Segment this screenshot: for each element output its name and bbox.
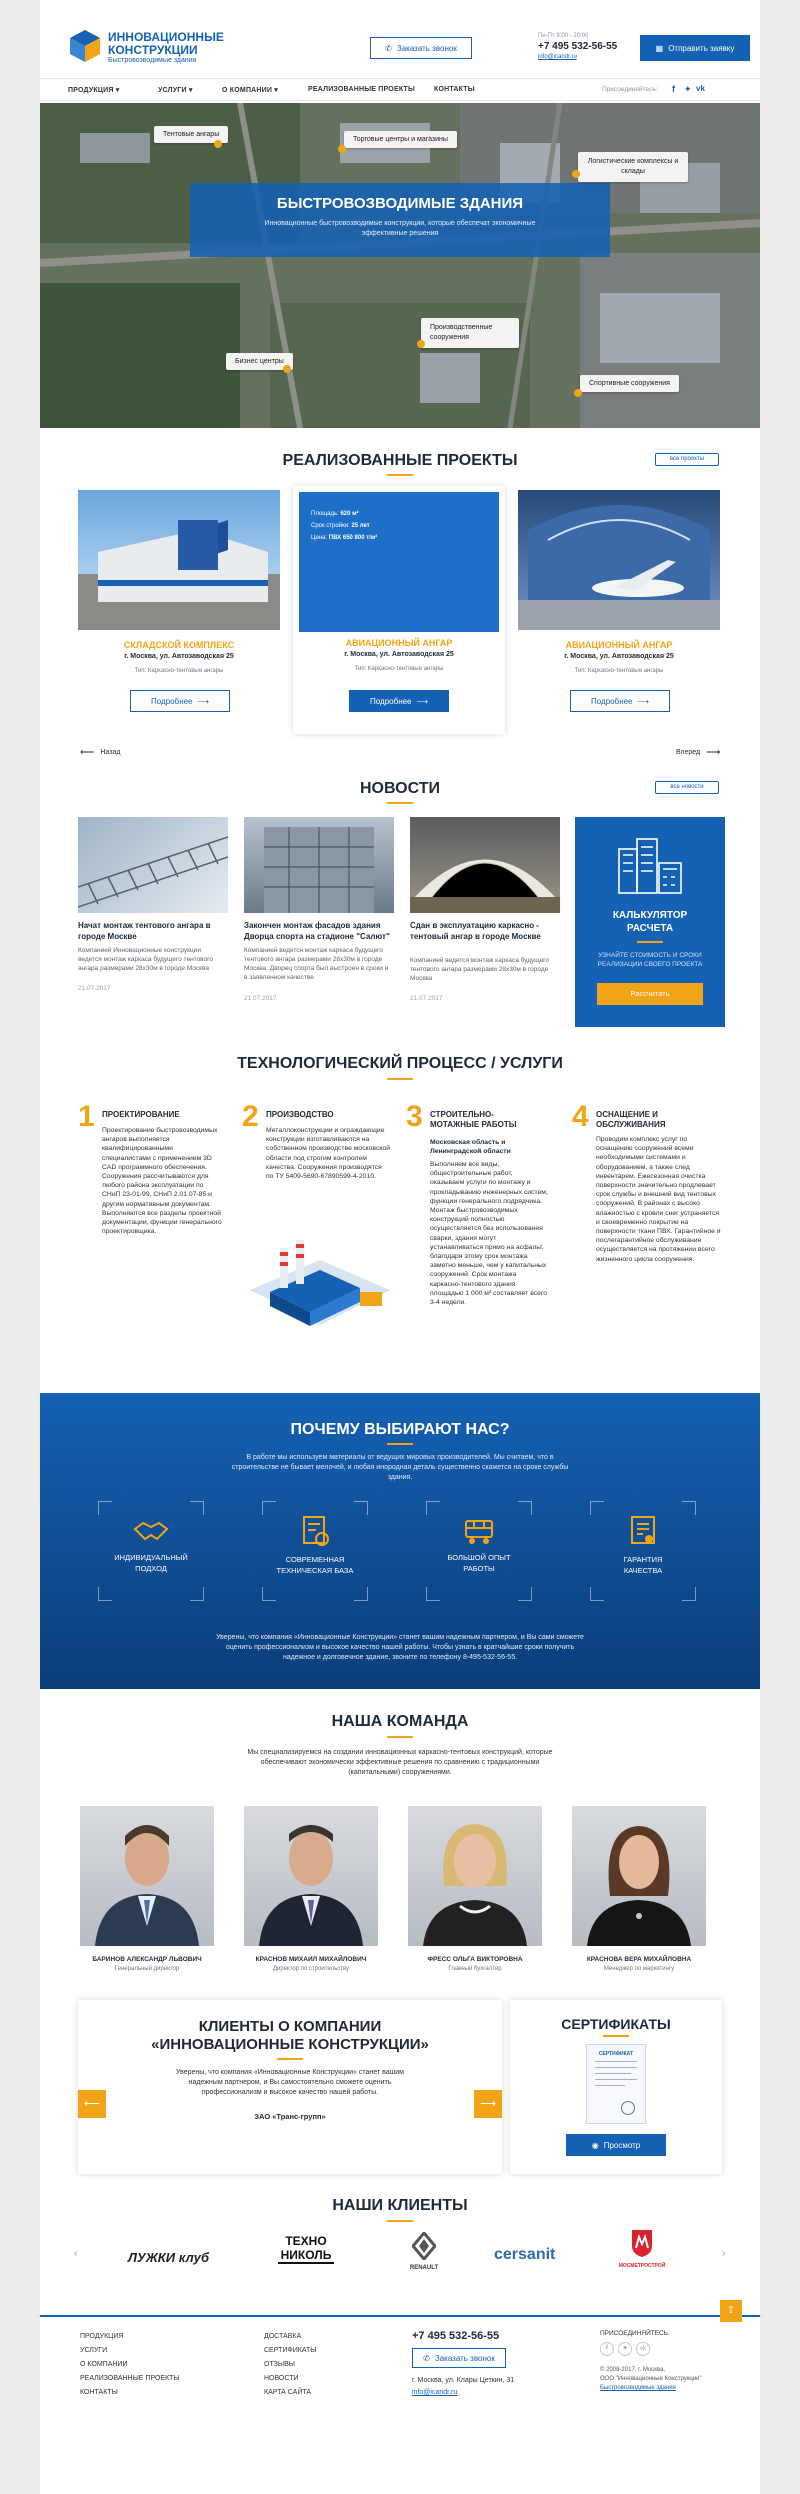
member-name: КРАСНОВА ВЕРА МИХАЙЛОВНА <box>586 1956 692 1963</box>
step-number: 1 <box>78 1100 95 1133</box>
step-text: Проектирование быстровозводимых ангаров выполняется квалифицированными специалистами с применением 3D CAD программного обеспечения. Сооружения рассчитываются для любого района эксплуатации по СНиП 23-01-99, СНиП 2.01.07-85 и другим нормативным документам. Выполняются все разделы проектной документации, функции генерального проектировщика. <box>102 1127 222 1236</box>
clients-underline <box>387 2220 413 2222</box>
footer-social <box>600 2342 650 2356</box>
tag-marker <box>338 145 346 153</box>
tag-marker <box>283 365 291 373</box>
tag-torgovye-centry[interactable]: Торговые центры и магазины <box>344 131 457 148</box>
calculator-text: УЗНАЙТЕ СТОИМОСТЬ И СРОКИ РЕАЛИЗАЦИИ СВОЕГО ПРОЕКТА <box>597 952 703 968</box>
process-underline <box>387 1078 413 1080</box>
why-intro: В работе мы используем материалы от ведущих мировых производителей. Мы считаем, что в строительстве не бывает мелочей, и любая инородная деталь существенно скажется на сроке службы здания. <box>231 1454 569 1481</box>
handshake-icon <box>133 1517 169 1545</box>
copyright: © 2008-2017, г. Москва, ООО "Инновационные Конструкции" Быстровозводимые здания <box>600 2367 702 2391</box>
project-address: г. Москва, ул. Автозаводская 25 <box>564 653 674 660</box>
social-label: Присоединяйтесь: <box>602 86 658 93</box>
footer-call-button[interactable]: ✆ Заказать звонок <box>412 2348 506 2368</box>
step-title: ПРОЕКТИРОВАНИЕ <box>102 1110 180 1119</box>
project-photo-hangar <box>299 492 499 632</box>
news-photo-truss[interactable] <box>78 817 228 913</box>
scroll-top-button[interactable] <box>720 2300 742 2322</box>
phone-icon: ✆ <box>385 43 392 53</box>
calculator-icon <box>615 835 685 895</box>
member-name: КРАСНОВ МИХАИЛ МИХАЙЛОВИЧ <box>255 1956 367 1963</box>
nav-projects[interactable]: РЕАЛИЗОВАННЫЕ ПРОЕКТЫ <box>308 86 415 93</box>
member-role: Менеджер по маркетингу <box>603 1966 675 1972</box>
project-card[interactable] <box>518 490 720 730</box>
why-section <box>40 1393 760 1689</box>
footer-link[interactable]: КОНТАКТЫ <box>80 2389 118 2396</box>
arrow-right-icon: ⟶ <box>197 696 209 706</box>
news-item-date: 21.07.2017 <box>78 985 111 992</box>
step-subtitle: Московская область и Ленинградской области <box>430 1139 511 1155</box>
tag-proizvodstvennye[interactable]: Производственные сооружения <box>421 318 519 348</box>
news-photo-tent[interactable] <box>410 817 560 913</box>
tag-marker <box>574 389 582 397</box>
tech-base-icon <box>300 1515 330 1547</box>
project-card[interactable] <box>78 490 280 730</box>
footer-menu-1 <box>80 2330 180 2400</box>
why-title: ПОЧЕМУ ВЫБИРАЮТ НАС? <box>290 1421 510 1438</box>
arrow-right-icon: ⟶ <box>416 696 428 706</box>
send-request-button[interactable]: ▦ Отправить заявку <box>640 35 750 61</box>
step-number: 2 <box>242 1100 259 1133</box>
projects-title: РЕАЛИЗОВАННЫЕ ПРОЕКТЫ <box>282 452 518 469</box>
factory-illustration <box>240 1230 400 1340</box>
arrow-right-icon: ⟶ <box>480 2098 496 2110</box>
team-title: НАША КОМАНДА <box>331 1713 469 1730</box>
why-underline <box>387 1443 413 1445</box>
certificate-icon <box>628 1515 658 1547</box>
reviews-next-button[interactable] <box>474 2090 502 2118</box>
call-button[interactable]: ✆ Заказать звонок <box>370 37 472 59</box>
step-title: СТРОИТЕЛЬНО-МОТАЖНЫЕ РАБОТЫ <box>430 1110 517 1129</box>
why-outro: Уверены, что компания «Инновационные Конструкции» станет вашим надежным партнером, и Вы сами сможете оценить профессионализм и высокое качество нашей работы. Чтобы узнать в кратчайшие сроки получить надежное и долговечное здание, звоните по телефону 8-495-532-56-55. <box>216 1634 584 1661</box>
project-card-active[interactable] <box>293 486 505 734</box>
reviews-prev-button[interactable] <box>78 2090 106 2118</box>
logo[interactable] <box>68 28 258 72</box>
stamp-icon <box>621 2101 635 2115</box>
project-address: г. Москва, ул. Автозаводская 25 <box>124 653 234 660</box>
tag-tentovye-angary[interactable]: Тентовые ангары <box>154 126 228 143</box>
header-phone[interactable]: +7 495 532-56-55 <box>538 41 618 52</box>
project-photo-warehouse <box>78 490 280 630</box>
clients-prev-icon[interactable]: ‹ <box>74 2248 78 2259</box>
project-address: г. Москва, ул. Автозаводская 25 <box>344 651 454 658</box>
footer-link[interactable]: ОТЗЫВЫ <box>264 2361 295 2368</box>
facebook-icon[interactable]: f <box>600 2342 614 2356</box>
nav-uslugi[interactable]: УСЛУГИ ▾ <box>158 87 193 94</box>
step-title: ПРОИЗВОДСТВО <box>266 1110 334 1119</box>
phone-icon: ✆ <box>423 2353 430 2363</box>
footer-top-line <box>40 2315 760 2317</box>
certificate-document[interactable] <box>586 2044 646 2124</box>
news-underline <box>387 802 413 804</box>
project-name: АВИАЦИОННЫЙ АНГАР <box>565 640 673 650</box>
why-item: ИНДИВИДУАЛЬНЫЙ ПОДХОД <box>98 1501 204 1601</box>
projects-prev[interactable]: ⟵ Назад <box>80 747 121 758</box>
news-item-text: Компанией ведется монтаж каркаса будущего тентового ангара размерами 28х30м в городе Москва. Дворец спорта был выстроен в сроки и в заявленном качестве <box>244 947 389 981</box>
footer-link[interactable]: ДОСТАВКА <box>264 2333 302 2340</box>
price-row: Цена: ПВХ 650 800 т/м² <box>311 535 378 541</box>
review-author: ЗАО «Транс-групп» <box>254 2112 326 2121</box>
news-title: НОВОСТИ <box>359 780 441 797</box>
nav-produkciya[interactable]: ПРОДУКЦИЯ ▾ <box>68 87 120 94</box>
step-number: 4 <box>572 1100 589 1133</box>
twitter-icon[interactable]: ✦ <box>684 84 692 94</box>
reviews-title-line2: «ИННОВАЦИОННЫЕ КОНСТРУКЦИИ» <box>151 2036 429 2053</box>
arrow-left-icon: ⟵ <box>84 2098 100 2110</box>
calculator-block <box>575 817 725 1027</box>
reviews-underline <box>277 2058 303 2060</box>
news-item-title[interactable]: Закончен монтаж фасадов здания Дворца спорта на стадионе "Салют" <box>244 921 390 941</box>
building-icon: ▦ <box>655 43 664 53</box>
project-name: АВИАЦИОННЫЙ АНГАР <box>345 638 453 648</box>
calculate-button[interactable]: Рассчитать <box>597 983 703 1005</box>
vk-icon[interactable]: vk <box>696 84 705 93</box>
team-intro: Мы специализируемся на создании инновационных каркасно-тентовых конструкций, которые обеспечивают экономически эффективные решения по сравнению с традиционными (капитальными) сооружениями. <box>247 1749 553 1776</box>
tag-marker <box>417 340 425 348</box>
nav-o-kompanii[interactable]: О КОМПАНИИ ▾ <box>222 87 279 94</box>
tag-sportivnye[interactable]: Спортивные сооружения <box>580 375 679 392</box>
team-underline <box>387 1736 413 1738</box>
logo-tagline: Быстровозводимые здания <box>108 57 197 64</box>
step-text: Проводим комплекс услуг по оснащению сооружений всеми необходимыми системами и оборудованием, а также след инвентарем. Ежесезонная очистка поверхности значительно продлевает срок службы и внешний вид тентовых сооружений. В районах с высоко влажностью с кровли снег устраняется и своевременно покрытие на поверхности ткани ПВХ. Гарантийное и послегарантийное обслуживание осуществляется на протяжении всего жизненного цикла сооружения. <box>596 1136 721 1263</box>
arrow-right-icon: ⟶ <box>706 747 721 758</box>
avatar <box>572 1806 706 1946</box>
member-name: БАРИНОВ АЛЕКСАНДР ЛЬВОВИЧ <box>92 1956 202 1963</box>
client-logo-renault: RENAULT <box>402 2232 446 2271</box>
footer-menu-2 <box>264 2330 316 2400</box>
step-text: Металлоконструкции и ограждающие конструкции изготавливаются на собственном производстве московской области под строгим контролем качества. Сооружения производятся по ТУ 5409-5690-67890599-4-2010. <box>266 1127 390 1181</box>
project-type: Тип: Каркасно-тентовые ангары <box>134 668 224 674</box>
hero-subtitle: Инновационные быстровозводимые конструкции, которые обеспечат экономичные эффективные решения <box>264 220 536 237</box>
footer-phone[interactable]: +7 495 532-56-55 <box>412 2330 500 2342</box>
project-photo-aircraft <box>518 490 720 630</box>
news-item-text: Компанией Инновационные конструкции ведется монтаж каркаса будущего тентового ангара размерами 28х30м в городе Москва <box>78 947 214 972</box>
tag-marker <box>214 140 222 148</box>
arrow-left-icon: ⟵ <box>80 747 95 758</box>
client-logo-cersanit: cersanit <box>494 2246 556 2263</box>
header-email[interactable]: info@icandr.ru <box>538 54 577 60</box>
calculator-title: КАЛЬКУЛЯТОР РАСЧЕТА <box>612 910 688 934</box>
hero-title: БЫСТРОВОЗВОДИМЫЕ ЗДАНИЯ <box>276 195 524 212</box>
news-item-date: 21.07.2017 <box>244 995 277 1002</box>
news-photo-stadium[interactable] <box>244 817 394 913</box>
tag-marker <box>572 170 580 178</box>
news-item-title[interactable]: Начат монтаж тентового ангара в городе Москве <box>78 921 211 941</box>
footer-email[interactable]: info@icandr.ru <box>412 2389 458 2396</box>
news-item-date: 21.07.2017 <box>410 995 443 1002</box>
logo-line1: ИННОВАЦИОННЫЕ <box>108 30 224 44</box>
clients-title: НАШИ КЛИЕНТЫ <box>332 2197 468 2214</box>
project-type: Тип: Каркасно-тентовые ангары <box>354 666 444 672</box>
tag-biznes-centry[interactable]: Бизнес центры <box>226 353 293 370</box>
work-hours: Пн-Пт 9:00 - 20:00 <box>538 33 589 39</box>
client-logo-luzhki: ЛУЖКИ клуб <box>128 2250 210 2265</box>
reviews-block <box>78 2000 502 2174</box>
page <box>40 0 760 2494</box>
member-role: Главный бухгалтер <box>448 1966 502 1972</box>
project-details-button[interactable]: Подробнее ⟶ <box>130 690 230 712</box>
projects-underline <box>387 474 413 476</box>
member-role: Генеральный директор <box>114 1966 180 1972</box>
facebook-icon[interactable]: f <box>672 84 675 94</box>
process-title: ТЕХНОЛОГИЧЕСКИЙ ПРОЦЕСС / УСЛУГИ <box>237 1055 563 1072</box>
review-text: Уверены, что компания «Инновационные Конструкции» станет вашим надежным партнером, и Вы самостоятельно сможете оценить профессионализм и высокое качество нашей работы. <box>176 2069 404 2096</box>
step-title: ОСНАЩЕНИЕ И ОБСЛУЖИВАНИЯ <box>596 1110 666 1129</box>
project-name: СКЛАДСКОЙ КОМПЛЕКС <box>123 640 235 650</box>
truck-icon <box>462 1517 496 1545</box>
footer-link[interactable]: РЕАЛИЗОВАННЫЕ ПРОЕКТЫ <box>80 2375 180 2382</box>
member-name: ФРЕСС ОЛЬГА ВИКТОРОВНА <box>427 1956 523 1963</box>
why-item: БОЛЬШОЙ ОПЫТ РАБОТЫ <box>426 1501 532 1601</box>
certificates-block <box>510 2000 722 2174</box>
footer-link[interactable]: УСЛУГИ <box>80 2347 108 2354</box>
news-item-title[interactable]: Сдан в эксплуатацию каркасно - тентовый ангар в городе Москве <box>410 921 541 941</box>
area-row: Площадь: 620 м² <box>311 511 359 517</box>
step-number: 3 <box>406 1100 423 1133</box>
certificate-header: СЕРТИФИКАТ <box>598 2051 634 2057</box>
footer-join-label: ПРИСОЕДИНЯЙТЕСЬ: <box>600 2330 670 2337</box>
member-role: Директор по строительству <box>272 1966 350 1972</box>
arrow-right-icon: ⟶ <box>637 696 649 706</box>
certificates-underline <box>603 2035 629 2037</box>
logo-line2: КОНСТРУКЦИИ <box>108 43 198 57</box>
step-text: Выполняем все виды, общестроительные работ, оказываем услуги по монтажу и прокладыванию инженерных систем, функции генерального подрядчика. Монтаж быстровозводимых конструкций полностью осуществляется без использования сварки, здания могут устанавливаться прямо на асфальт, благодаря этому срок монтажа заметно меньше, чем у капитальных сооружений. Срок монтажа каркасно-тентового здания площадью 1 000 м² составляет всего 3-4 недели. <box>430 1161 548 1307</box>
arrow-up-icon: ⇧ <box>726 2305 736 2316</box>
clients-next-icon[interactable]: › <box>722 2248 726 2259</box>
view-certificate-button[interactable]: ◉ Просмотр <box>566 2134 666 2156</box>
project-type: Тип: Каркасно-тентовые ангары <box>574 668 664 674</box>
footer-link[interactable]: О КОМПАНИИ <box>80 2361 128 2368</box>
avatar <box>244 1806 378 1946</box>
term-row: Срок стройки: 25 лет <box>311 523 370 529</box>
eye-icon: ◉ <box>591 2140 599 2150</box>
footer-link[interactable]: КАРТА САЙТА <box>264 2389 312 2396</box>
all-projects-button[interactable]: все проекты <box>655 453 719 466</box>
footer-link[interactable]: ПРОДУКЦИЯ <box>80 2333 124 2340</box>
nav-bottom-line <box>40 100 760 101</box>
why-item: СОВРЕМЕННАЯ ТЕХНИЧЕСКАЯ БАЗА <box>262 1501 368 1601</box>
client-logo-tehnonikol: ТЕХНО НИКОЛЬ <box>278 2234 334 2264</box>
why-item: ГАРАНТИЯ КАЧЕСТВА <box>590 1501 696 1601</box>
calculator-underline <box>637 941 663 943</box>
vk-icon[interactable]: vk <box>636 2342 650 2356</box>
renault-diamond-icon <box>412 2232 436 2260</box>
client-logo-mosmetrostroy: МОСМЕТРОСТРОЙ <box>608 2228 676 2269</box>
footer-link[interactable]: НОВОСТИ <box>264 2375 299 2382</box>
news-item-text: Компанией ведется монтаж каркаса будущего тентового ангара размерами 28х30м в городе Москва <box>410 957 550 982</box>
tag-logisticheskie[interactable]: Логистические комплексы и склады <box>578 152 688 182</box>
metro-shield-icon <box>629 2228 655 2258</box>
twitter-icon[interactable]: ✦ <box>618 2342 632 2356</box>
nav-contacts[interactable]: КОНТАКТЫ <box>434 86 475 93</box>
footer-link[interactable]: СЕРТИФИКАТЫ <box>264 2347 317 2354</box>
avatar <box>80 1806 214 1946</box>
footer-address: г. Москва, ул. Клары Цеткин, 31 <box>412 2377 515 2384</box>
logo-cube-icon <box>68 28 102 64</box>
project-details-button[interactable]: Подробнее ⟶ <box>349 690 449 712</box>
all-news-button[interactable]: все новости <box>655 781 719 794</box>
hero-title-box <box>190 183 610 257</box>
avatar <box>408 1806 542 1946</box>
certificates-title: СЕРТИФИКАТЫ <box>561 2016 671 2032</box>
nav-divider <box>40 78 760 79</box>
reviews-title-line1: КЛИЕНТЫ О КОМПАНИИ <box>198 2018 382 2035</box>
projects-next[interactable]: Вперед ⟶ <box>676 747 721 758</box>
project-details-button[interactable]: Подробнее ⟶ <box>570 690 670 712</box>
